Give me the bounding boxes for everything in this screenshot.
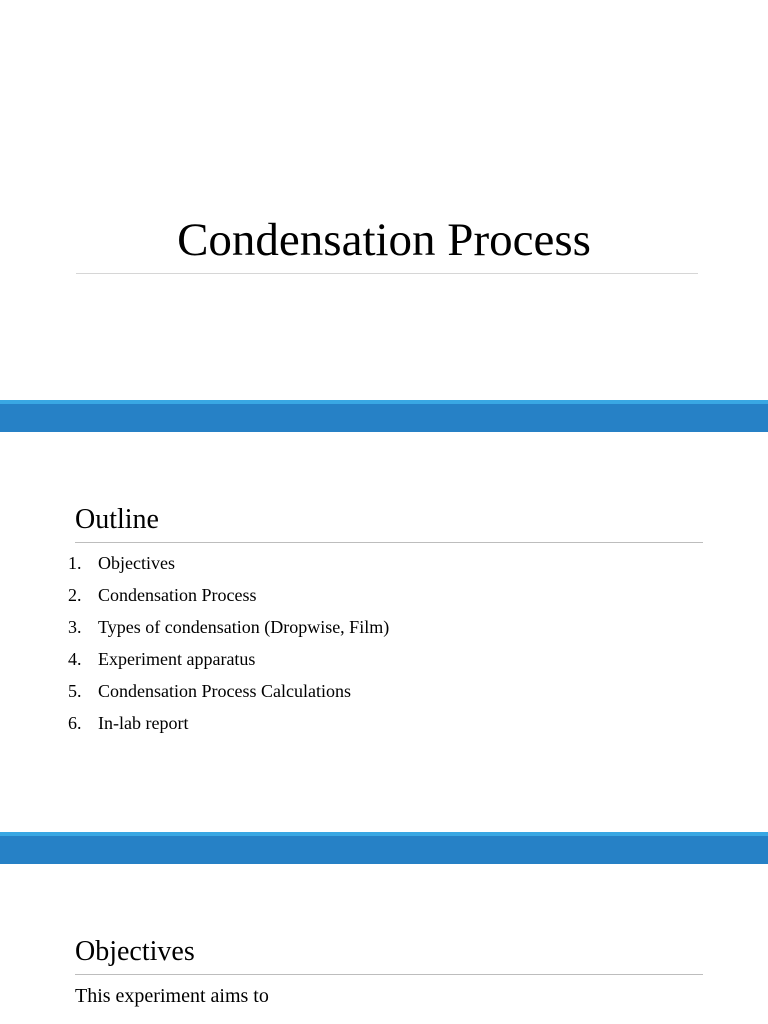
list-item-text: Experiment apparatus [98,649,256,669]
list-item-number: 6. [68,713,82,733]
outline-heading: Outline [75,504,159,535]
list-item-text: Condensation Process [98,585,257,605]
outline-slide [0,432,768,832]
list-item [68,677,389,709]
list-item [68,549,389,581]
list-item-text: In-lab report [98,713,189,733]
list-item [68,645,389,677]
list-item-text: Types of condensation (Dropwise, Film) [98,617,390,637]
separator-highlight [0,400,768,404]
outline-list [68,549,389,741]
list-item-number: 1. [68,553,82,573]
list-item-number: 2. [68,585,82,605]
list-item-number: 3. [68,617,82,637]
objectives-divider [75,974,703,975]
objectives-intro: This experiment aims to [75,985,269,1007]
slide-separator-band [0,400,768,432]
list-item-number: 4. [68,649,82,669]
title-slide [0,0,768,400]
list-item-text: Objectives [98,553,175,573]
slide-separator-band [0,832,768,864]
list-item-number: 5. [68,681,82,701]
list-item-text: Condensation Process Calculations [98,681,351,701]
objectives-slide [0,864,768,1024]
presentation-title: Condensation Process [177,214,591,266]
list-item [68,709,389,741]
list-item [68,613,389,645]
objectives-heading: Objectives [75,936,195,967]
title-divider [76,273,698,274]
separator-highlight [0,832,768,836]
outline-divider [75,542,703,543]
list-item [68,581,389,613]
